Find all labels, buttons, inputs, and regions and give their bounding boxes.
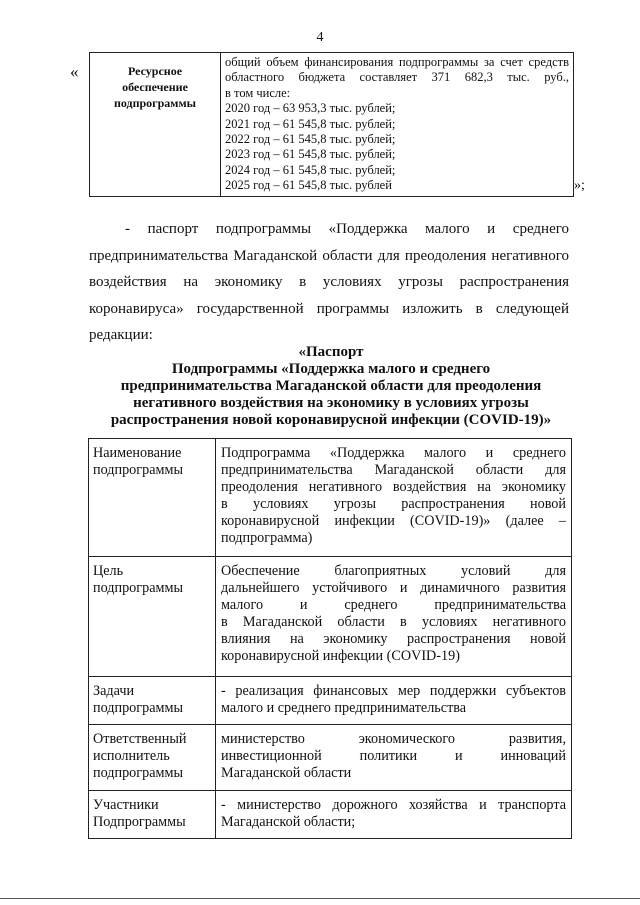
heading-line: распространения новой коронавирусной инфекции (COVID-19)» [110,412,552,428]
label-line: подпрограммы [93,580,183,596]
paragraph-text: - паспорт подпрограммы «Поддержка малого и среднего предпринимательства Магаданской области для преодоления негативного воздействия на экономику в условиях угрозы распространения коронавируса» государственной программы изложить в следующей редакции: [89,221,569,344]
row-label [89,439,216,557]
label-line: подпрограммы [93,765,183,781]
table-row [89,725,572,791]
value-line: преодоления негативного воздействия на экономику [221,479,566,495]
value-line: дальнейшего устойчивого и динамичного развития [221,580,566,596]
row-value [216,725,572,791]
passport-heading [89,344,573,429]
passport-table [88,438,572,839]
row-label [89,677,216,725]
page-bottom-rule [0,898,640,899]
value-line: в Магаданской области в условиях негативного [221,614,566,630]
resource-line: областного бюджета составляет 371 682,3 тыс. руб., [225,70,569,85]
value-line: Обеспечение благоприятных условий для [221,563,566,579]
resource-line: общий объем финансирования подпрограммы за счет средств [225,55,569,69]
resource-line: в том числе: [225,85,291,100]
table-row [89,439,572,557]
value-line: Магаданской области [221,765,352,781]
table-row [89,791,572,839]
heading-line: предпринимательства Магаданской области для преодоления [120,378,542,394]
value-line: малого и среднего предпринимательства [221,700,467,716]
opening-quote-mark: « [70,62,79,81]
label-line: Ответственный [93,731,187,747]
row-label [89,557,216,677]
resource-line: 2023 год – 61 545,8 тыс. рублей; [225,147,396,162]
label-line: подпрограммы [93,700,183,716]
row-label [89,725,216,791]
row-value [216,557,572,677]
label-line: Задачи [93,683,135,699]
value-line: инвестиционной политики и инноваций [221,748,566,764]
heading-line: «Паспорт [298,344,364,360]
table-row [90,53,574,197]
heading-line: Подпрограммы «Поддержка малого и среднего [171,361,491,377]
value-line: подпрограмма) [221,530,313,546]
heading-line: негативного воздействия на экономику в условиях угрозы [133,395,529,411]
resource-label: Ресурсное обеспечение подпрограммы [90,53,221,197]
resource-line: 2022 год – 61 545,8 тыс. рублей; [225,132,396,147]
value-line: в условиях угрозы распространения новой [221,496,566,512]
closing-quote-mark: »; [574,178,585,193]
label-line: Подпрограммы [93,814,186,830]
label-line: Наименование [93,445,182,461]
label-line: Цель [93,563,124,579]
value-line: министерство экономического развития, [221,731,566,747]
value-line: коронавирусной инфекции (COVID-19)» (далее – [221,513,566,529]
resource-line: 2021 год – 61 545,8 тыс. рублей; [225,116,396,131]
label-line: подпрограммы [93,462,183,478]
row-value [216,677,572,725]
value-line: Подпрограмма «Поддержка малого и среднего [221,445,566,461]
value-line: - реализация финансовых мер поддержки субъектов [221,683,566,699]
row-label [89,791,216,839]
table-row [89,557,572,677]
amendment-paragraph [89,216,569,349]
value-line: Магаданской области; [221,814,356,830]
value-line: коронавирусной инфекции (COVID-19) [221,648,460,664]
row-value [216,439,572,557]
row-value [216,791,572,839]
table-row [89,677,572,725]
value-line: предпринимательства Магаданской области для [221,462,566,478]
label-line: исполнитель [93,748,170,764]
resource-line: 2025 год – 61 545,8 тыс. рублей [225,178,392,193]
value-line: малого и среднего предпринимательства [221,597,566,613]
resource-table [89,52,574,197]
value-line: влияния на экономику распространения новой [221,631,566,647]
resource-line: 2020 год – 63 953,3 тыс. рублей; [225,101,396,116]
value-line: - министерство дорожного хозяйства и транспорта [221,797,566,813]
resource-line: 2024 год – 61 545,8 тыс. рублей; [225,162,396,177]
resource-value [221,53,574,197]
label-line: Участники [93,797,159,813]
page-number: 4 [316,30,324,45]
